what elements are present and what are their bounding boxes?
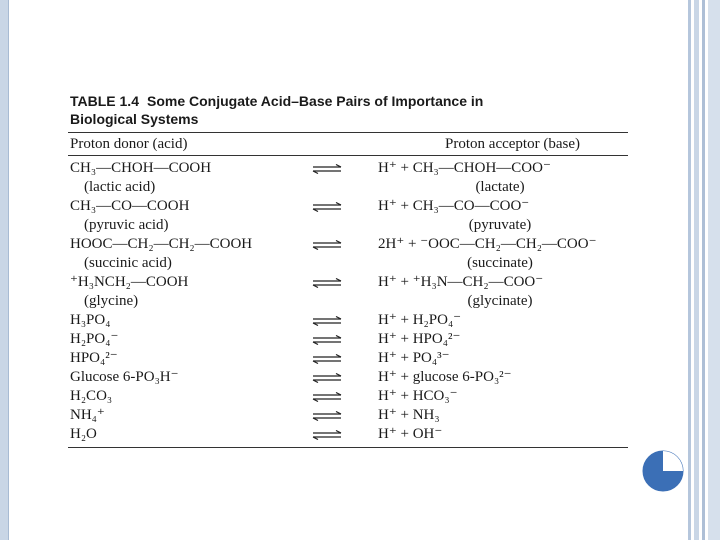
table-number: TABLE 1.4	[70, 93, 139, 109]
base-name: (pyruvate)	[468, 217, 532, 233]
table-header	[68, 133, 628, 155]
equilibrium-arrow-icon	[312, 373, 342, 383]
acid-formula: H₂CO₃	[70, 388, 113, 404]
table-row	[68, 197, 628, 235]
bottom-rule	[68, 447, 628, 448]
table-row	[68, 311, 628, 330]
table-row	[68, 330, 628, 349]
equilibrium-arrow-icon	[312, 164, 342, 174]
base-formula: H⁺ + CH₃—CHOH—COO⁻	[378, 160, 551, 176]
base-formula: H⁺ + ⁺H₃N—CH₂—COO⁻	[378, 274, 544, 290]
acid-name: (lactic acid)	[84, 179, 156, 195]
table-row	[68, 368, 628, 387]
base-formula: H⁺ + NH₃	[378, 407, 440, 423]
table-row	[68, 235, 628, 273]
acid-name: (pyruvic acid)	[84, 217, 169, 233]
conjugate-pairs-table	[68, 92, 628, 448]
acid-formula: HOOC—CH₂—CH₂—COOH	[70, 236, 253, 252]
acid-formula: H₃PO₄	[70, 312, 111, 328]
slide-corner-badge-icon	[641, 449, 685, 493]
base-formula: H⁺ + H₂PO₄⁻	[378, 312, 462, 328]
acid-formula: CH₃—CO—COOH	[70, 198, 190, 214]
base-formula: H⁺ + CH₃—CO—COO⁻	[378, 198, 530, 214]
table-caption	[70, 92, 550, 128]
acid-formula: HPO₄²⁻	[70, 350, 118, 366]
equilibrium-arrow-icon	[312, 392, 342, 402]
acid-formula: Glucose 6-PO₃H⁻	[70, 369, 179, 385]
table-row	[68, 349, 628, 368]
header-rule	[68, 155, 628, 156]
header-proton-donor: Proton donor (acid)	[70, 136, 188, 152]
slide-left-border	[0, 0, 9, 540]
acid-formula: H₂O	[70, 426, 97, 442]
base-name: (glycinate)	[467, 293, 533, 309]
base-formula: H⁺ + HPO₄²⁻	[378, 331, 461, 347]
base-formula: 2H⁺ + ⁻OOC—CH₂—CH₂—COO⁻	[378, 236, 597, 252]
table-row	[68, 159, 628, 197]
table-row	[68, 425, 628, 444]
base-formula: H⁺ + OH⁻	[378, 426, 443, 442]
acid-name: (glycine)	[84, 293, 139, 309]
equilibrium-arrow-icon	[312, 202, 342, 212]
acid-formula: NH₄⁺	[70, 407, 105, 423]
acid-formula: CH₃—CHOH—COOH	[70, 160, 212, 176]
base-formula: H⁺ + glucose 6-PO₃²⁻	[378, 369, 512, 385]
base-name: (lactate)	[475, 179, 525, 195]
table-title: Some Conjugate Acid–Base Pairs of Importance in Biological Systems	[70, 93, 484, 127]
acid-formula: H₂PO₄⁻	[70, 331, 119, 347]
acid-name: (succinic acid)	[84, 255, 172, 271]
equilibrium-arrow-icon	[312, 240, 342, 250]
base-name: (succinate)	[467, 255, 533, 271]
base-formula: H⁺ + HCO₃⁻	[378, 388, 458, 404]
slide-right-border	[688, 0, 720, 540]
table-row	[68, 273, 628, 311]
equilibrium-arrow-icon	[312, 430, 342, 440]
base-formula: H⁺ + PO₄³⁻	[378, 350, 450, 366]
table-row	[68, 387, 628, 406]
table-body	[68, 159, 628, 444]
equilibrium-arrow-icon	[312, 316, 342, 326]
equilibrium-arrow-icon	[312, 335, 342, 345]
equilibrium-arrow-icon	[312, 278, 342, 288]
header-proton-acceptor: Proton acceptor (base)	[445, 136, 580, 152]
acid-formula: ⁺H₃NCH₂—COOH	[70, 274, 189, 290]
equilibrium-arrow-icon	[312, 354, 342, 364]
equilibrium-arrow-icon	[312, 411, 342, 421]
table-row	[68, 406, 628, 425]
